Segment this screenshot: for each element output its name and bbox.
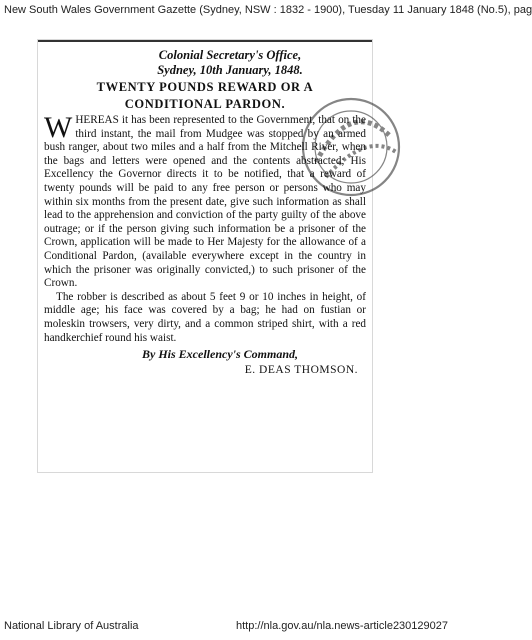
paragraph-1-text: HEREAS it has been represented to the Government, that on the third instant, the mail from Mudgee was stopped by an armed bush ranger, about two miles and a half from the Mitchell River, when the bags and letters were opened and the contents abstracted; His Excellency the Governor directs it to be notified, that a reward of twenty pounds will be paid to any free person or persons who may within six months from the present date, give such information as shall lead to the apprehension and conviction of the party guilty of the above outrage; or if the person giving such information be a prisoner of the Crown, application will be made to Her Majesty for the allowance of a Conditional Pardon, (available everywhere except in the country in which the prisoner was originally convicted,) to such prisoner of the Crown. (44, 114, 366, 290)
gazette-article (44, 48, 366, 377)
command-line: By His Excellency's Command, (142, 347, 298, 362)
office-line: Colonial Secretary's Office, (158, 48, 302, 62)
footer-article-link[interactable]: http://nla.gov.au/nla.news-article230129027 (236, 620, 448, 632)
footer-source: National Library of Australia (4, 620, 139, 632)
dateline: Sydney, 10th January, 1848. (157, 63, 303, 77)
signature: E. DEAS THOMSON. (244, 363, 358, 376)
headline-line-1: TWENTY POUNDS REWARD OR A (96, 80, 314, 94)
article-body (44, 111, 366, 345)
page-header-title: New South Wales Government Gazette (Sydney, NSW : 1832 - 1900), Tuesday 11 January 1848 (No.5), pag (4, 4, 532, 16)
top-rule (38, 40, 372, 42)
drop-cap: W (44, 111, 73, 144)
newspaper-clipping (38, 40, 372, 472)
paragraph-2: The robber is described as about 5 feet 9 or 10 inches in height, of middle age; his face was covered by a bag; he had on fustian or moleskin trowsers, very dirty, and a common striped shirt, with a red handkerchief round his waist. (44, 290, 366, 344)
headline-line-2: CONDITIONAL PARDON. (124, 96, 286, 111)
paragraph-1 (44, 111, 366, 291)
